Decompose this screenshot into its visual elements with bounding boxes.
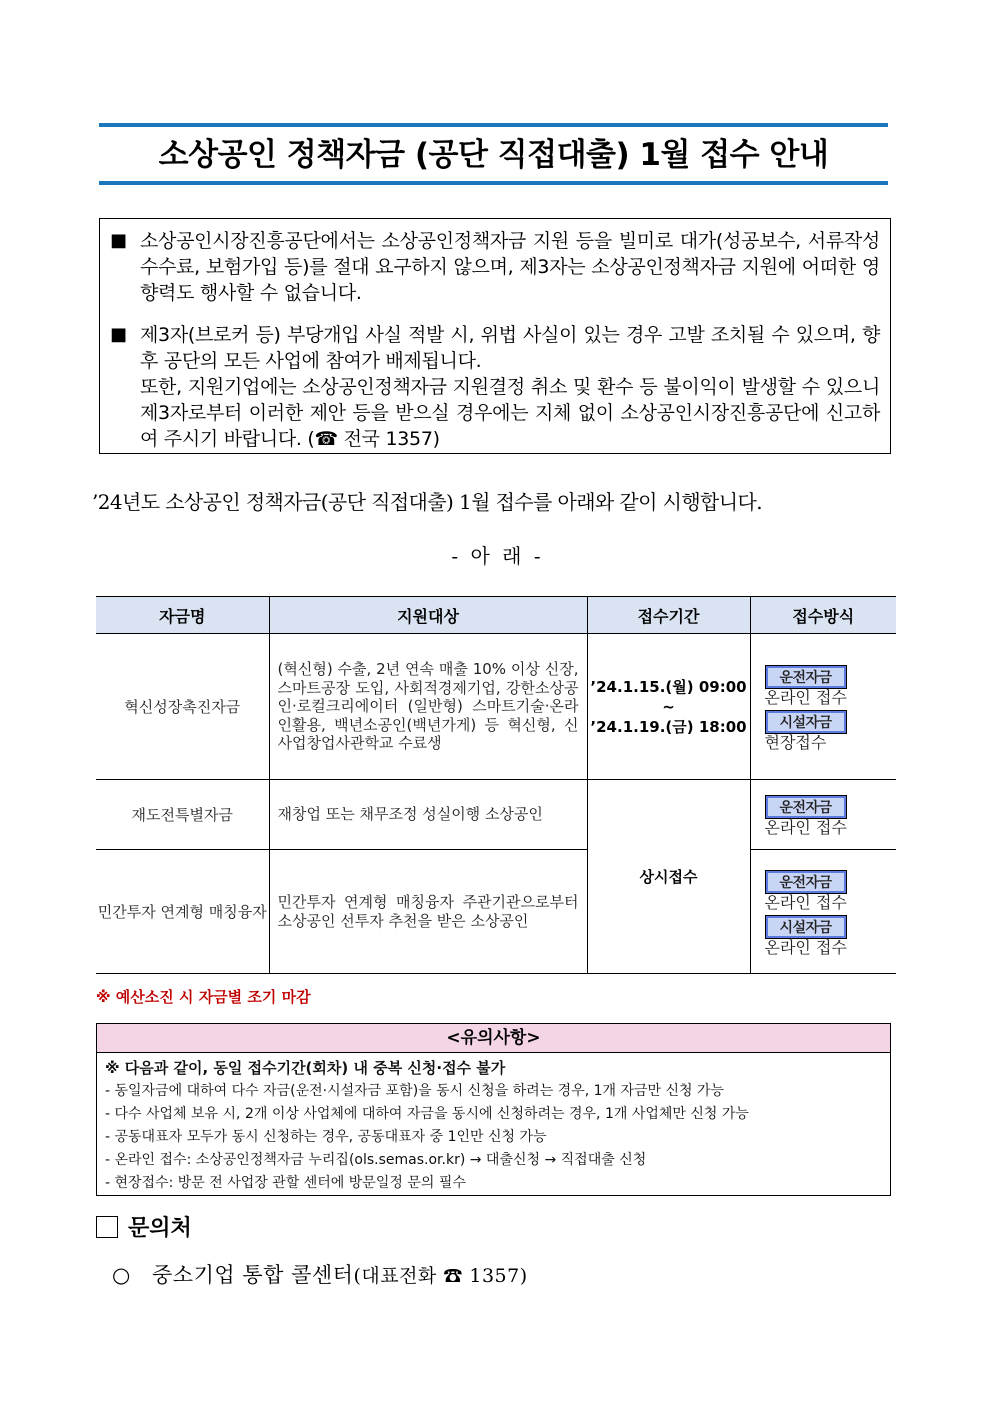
fund-method bbox=[750, 850, 896, 974]
fund-table bbox=[96, 596, 896, 974]
working-capital-badge: 운전자금 bbox=[765, 870, 847, 894]
facility-capital-badge: 시설자금 bbox=[765, 915, 847, 939]
method-label: 온라인 접수 bbox=[764, 892, 847, 912]
facility-capital-badge: 시설자금 bbox=[765, 710, 847, 734]
method-label: 온라인 접수 bbox=[764, 937, 847, 957]
checkbox-icon bbox=[96, 1216, 118, 1238]
contact-name: 중소기업 통합 콜센터 bbox=[152, 1263, 354, 1287]
section-marker: - 아 래 - bbox=[451, 544, 541, 568]
table-row bbox=[96, 850, 896, 974]
fund-method bbox=[750, 780, 896, 850]
list-item: - 현장접수: 방문 전 사업장 관할 센터에 방문일정 문의 필수 bbox=[105, 1175, 466, 1191]
caution-title: <유의사항> bbox=[97, 1024, 890, 1053]
fund-method bbox=[750, 634, 896, 780]
notice-item-2-detail: 또한, 지원기업에는 소상공인정책자금 지원결정 취소 및 환수 등 불이익이 발생할 수 있으니 제3자로부터 이러한 제안 등을 받으실 경우에는 지체 없이 소상공인시장진흥공단에 신고하여 주시기 바랍니다. (☎ 전국 1357) bbox=[140, 376, 880, 450]
list-item: - 동일자금에 대하여 다수 자금(운전·시설자금 포함)을 동시 신청을 하려는 경우, 1개 자금만 신청 가능 bbox=[105, 1083, 725, 1099]
header-period: 접수기간 bbox=[587, 597, 750, 634]
square-bullet-icon: ■ bbox=[110, 230, 128, 251]
title-top-rule bbox=[99, 123, 888, 127]
contact-line bbox=[112, 1259, 528, 1289]
fund-name: 혁신성장촉진자금 bbox=[96, 634, 269, 780]
table-header-row bbox=[96, 597, 896, 634]
notice-item-1 bbox=[110, 228, 880, 306]
method-label: 온라인 접수 bbox=[764, 687, 847, 707]
table-row bbox=[96, 634, 896, 780]
period-start: ’24.1.15.(월) 09:00 bbox=[590, 677, 747, 696]
fund-name: 재도전특별자금 bbox=[96, 780, 269, 850]
list-item: - 공동대표자 모두가 동시 신청하는 경우, 공동대표자 중 1인만 신청 가능 bbox=[105, 1129, 547, 1145]
circle-bullet-icon: ○ bbox=[112, 1263, 131, 1287]
working-capital-badge: 운전자금 bbox=[765, 665, 847, 689]
period-end: ’24.1.19.(금) 18:00 bbox=[590, 717, 747, 736]
header-target: 지원대상 bbox=[269, 597, 587, 634]
fund-target: 민간투자 연계형 매칭융자 주관기관으로부터 소상공인 선투자 추천을 받은 소상공인 bbox=[269, 850, 587, 974]
header-fund-name: 자금명 bbox=[96, 597, 269, 634]
early-close-warning: ※ 예산소진 시 자금별 조기 마감 bbox=[96, 988, 311, 1006]
caution-lead: ※ 다음과 같이, 동일 접수기간(회차) 내 중복 신청·접수 불가 bbox=[105, 1059, 506, 1077]
fund-name: 민간투자 연계형 매칭융자 bbox=[96, 850, 269, 974]
table-row bbox=[96, 780, 896, 850]
square-bullet-icon: ■ bbox=[110, 324, 128, 345]
contact-heading-label: 문의처 bbox=[128, 1216, 192, 1241]
method-label: 현장접수 bbox=[764, 732, 827, 752]
contact-heading bbox=[96, 1211, 192, 1242]
caution-box bbox=[96, 1023, 891, 1196]
fraud-notice-box bbox=[99, 218, 891, 454]
list-item: - 다수 사업체 보유 시, 2개 이상 사업체에 대하여 자금을 동시에 신청하려는 경우, 1개 사업체만 신청 가능 bbox=[105, 1106, 749, 1122]
notice-item-2-text: 제3자(브로커 등) 부당개입 사실 적발 시, 위법 사실이 있는 경우 고발 조치될 수 있으며, 향후 공단의 모든 사업에 참여가 배제됩니다. bbox=[140, 324, 880, 372]
fund-period bbox=[587, 634, 750, 780]
header-method: 접수방식 bbox=[750, 597, 896, 634]
notice-item-1-text: 소상공인시장진흥공단에서는 소상공인정책자금 지원 등을 빌미로 대가(성공보수, 서류작성 수수료, 보험가입 등)를 절대 요구하지 않으며, 제3자는 소상공인정책자금 지원에 어떠한 영향력도 행사할 수 없습니다. bbox=[140, 230, 880, 304]
intro-text: ’24년도 소상공인 정책자금(공단 직접대출) 1월 접수를 아래와 같이 시행합니다. bbox=[92, 490, 762, 514]
method-label: 온라인 접수 bbox=[764, 818, 847, 837]
title-bottom-rule bbox=[99, 181, 888, 185]
list-item: - 온라인 접수: 소상공인정책자금 누리집(ols.semas.or.kr) → 대출신청 → 직접대출 신청 bbox=[105, 1152, 647, 1168]
fund-target: 재창업 또는 채무조정 성실이행 소상공인 bbox=[269, 780, 587, 850]
fund-target: (혁신형) 수출, 2년 연속 매출 10% 이상 신장, 스마트공장 도입, 사회적경제기업, 강한소상공인·로컬크리에이터 (일반형) 스마트기술·온라인활용, 백년소공인(백년가게) 등 혁신형, 신사업창업사관학교 수료생 bbox=[269, 634, 587, 780]
page-title: 소상공인 정책자금 (공단 직접대출) 1월 접수 안내 bbox=[158, 137, 829, 173]
caution-body bbox=[97, 1053, 890, 1199]
notice-item-2 bbox=[110, 322, 880, 452]
working-capital-badge: 운전자금 bbox=[765, 795, 847, 819]
period-tilde: ~ bbox=[662, 697, 675, 716]
contact-phone: (대표전화 ☎ 1357) bbox=[353, 1265, 528, 1287]
fund-period: 상시접수 bbox=[587, 780, 750, 974]
